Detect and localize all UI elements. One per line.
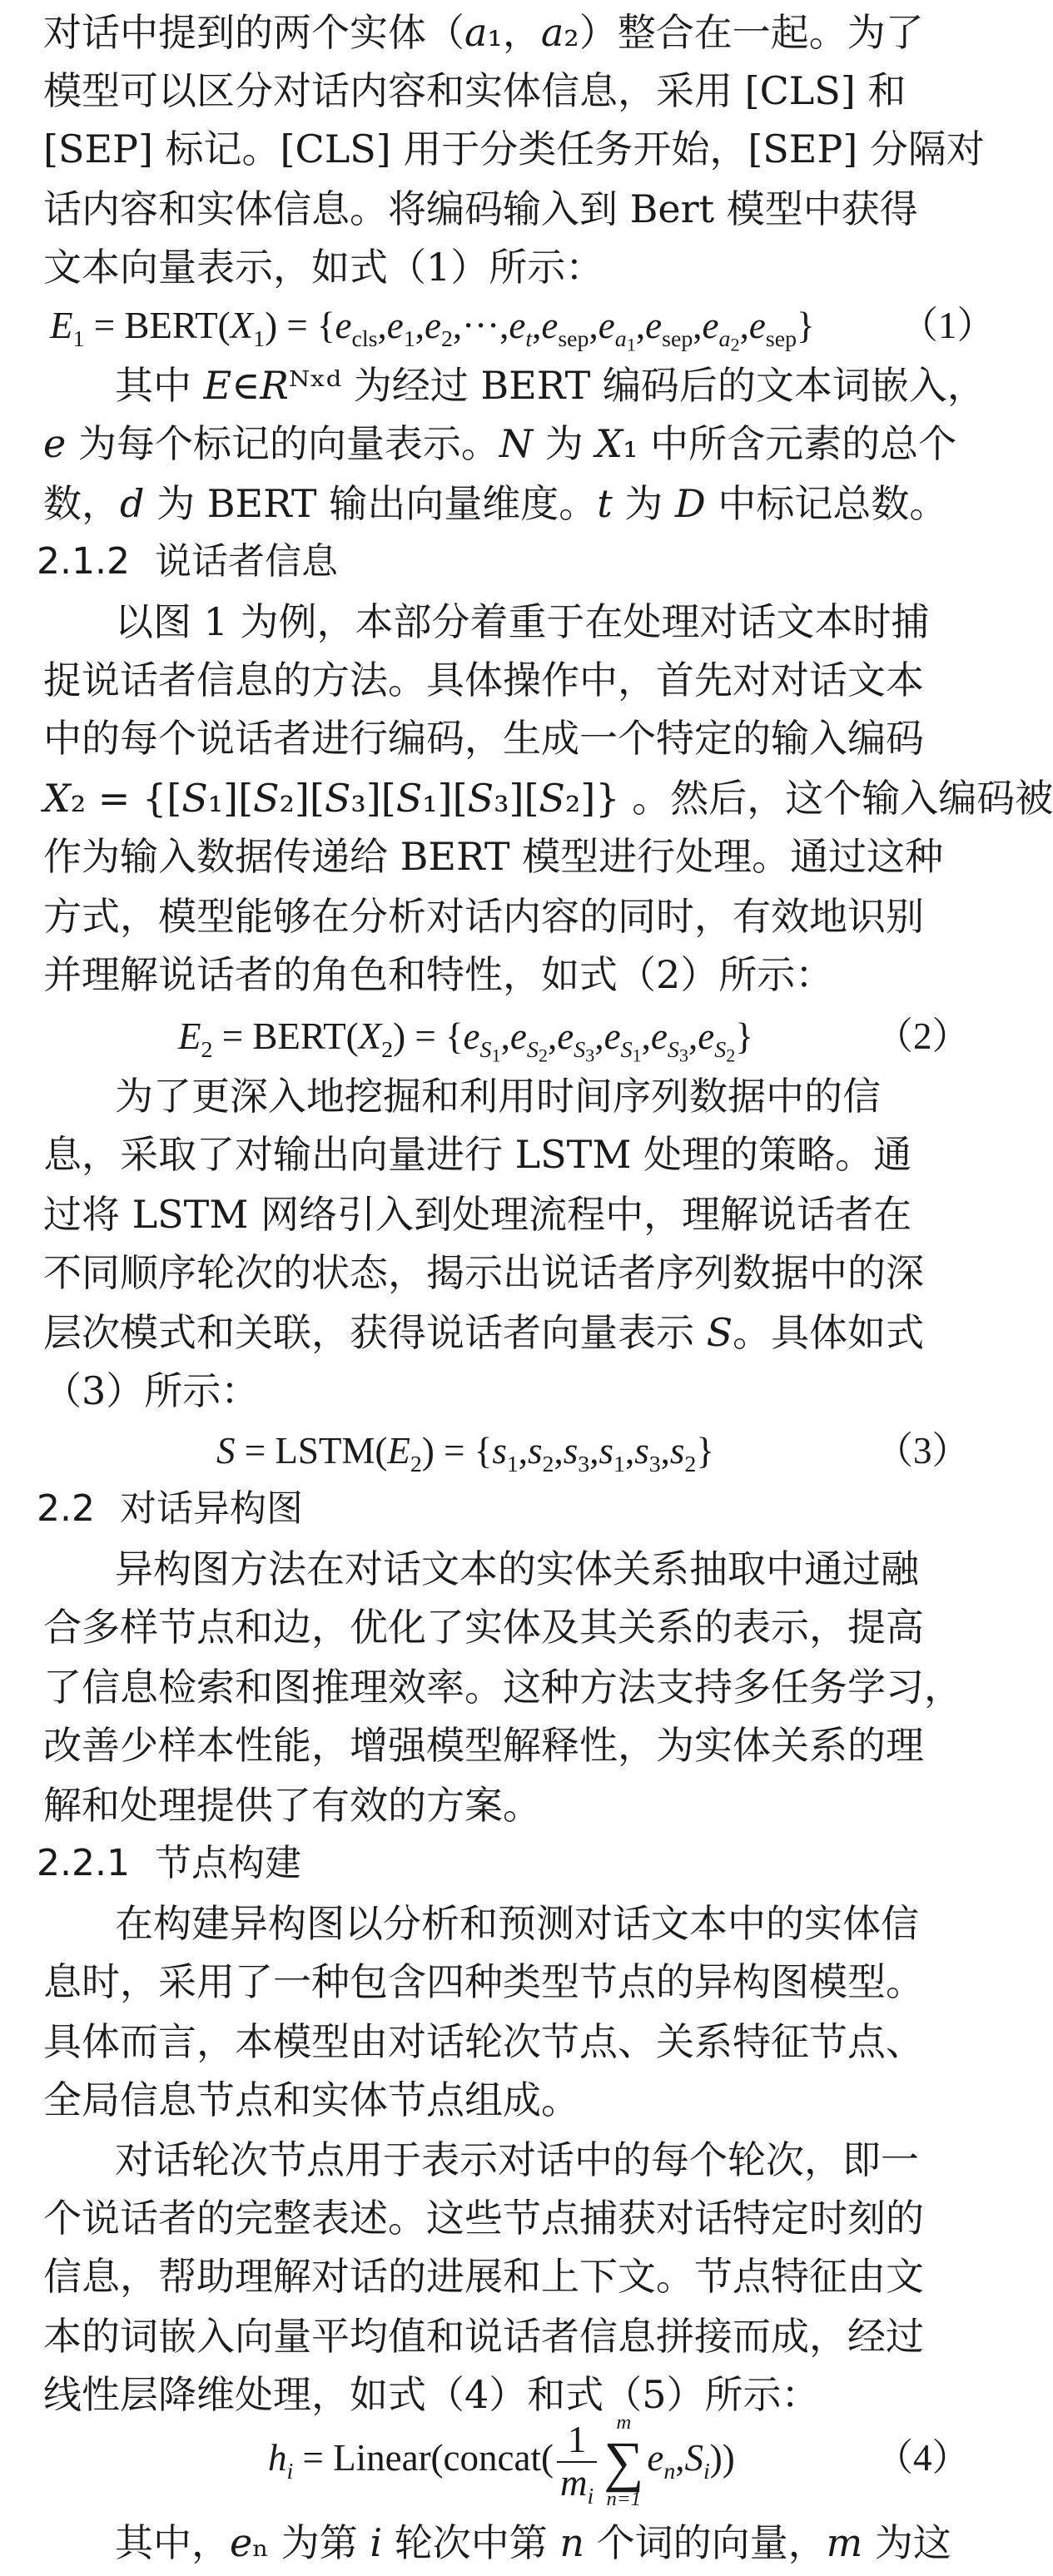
body-line: 数，𝑑 为 BERT 输出向量维度。𝑡 为 𝐷 中标记总数。 bbox=[43, 481, 948, 526]
equation-number: （1） bbox=[901, 305, 995, 346]
section-title: 说话者信息 bbox=[154, 540, 338, 583]
body-line: 息，采取了对输出向量进行 LSTM 处理的策略。通 bbox=[43, 1132, 912, 1177]
equation-1 bbox=[43, 293, 995, 358]
body-line: 对话轮次节点用于表示对话中的每个轮次，即一 bbox=[115, 2137, 919, 2182]
body-line: 线性层降维处理，如式（4）和式（5）所示： bbox=[43, 2372, 820, 2417]
body-line: 作为输入数据传递给 BERT 模型进行处理。通过这种 bbox=[43, 834, 944, 879]
body-line: 在构建异构图以分析和预测对话文本中的实体信 bbox=[115, 1901, 919, 1946]
body-line: 息时，采用了一种包含四种类型节点的异构图模型。 bbox=[43, 1959, 924, 2004]
section-heading bbox=[37, 1831, 936, 1896]
section-number: 2.1.2 bbox=[37, 540, 130, 583]
body-line: 为了更深入地挖掘和利用时间序列数据中的信 bbox=[115, 1074, 881, 1119]
section-number: 2.2.1 bbox=[37, 1842, 130, 1884]
equation-3 bbox=[43, 1418, 970, 1483]
equation-number: （4） bbox=[876, 2437, 970, 2479]
equation-number: （2） bbox=[876, 1015, 970, 1057]
equation-2-body: $E_2$ = $BERT(X_2) = \{e_{S_1},e_{S_2},e_{S_3},e_{S_1},e_{S_3},e_{S_2}\}$ bbox=[178, 1015, 753, 1066]
body-line: 了信息检索和图推理效率。这种方法支持多任务学习， bbox=[43, 1665, 962, 1710]
equation-3-body: $S = LSTM(E_2) = \{s_1,s_2,s_3,s_1,s_3,s_2\}$ bbox=[216, 1430, 714, 1477]
body-line: 个说话者的完整表述。这些节点捕获对话特定时刻的 bbox=[43, 2196, 924, 2241]
body-line: 中的每个说话者进行编码，生成一个特定的输入编码 bbox=[43, 716, 924, 761]
body-line: 话内容和实体信息。将编码输入到 Bert 模型中获得 bbox=[43, 186, 918, 231]
body-line: （3）所示： bbox=[43, 1368, 260, 1413]
body-line: 𝑒 为每个标记的向量表示。𝑁 为 𝑋₁ 中所含元素的总个 bbox=[43, 421, 957, 466]
body-line: 异构图方法在对话文本的实体关系抽取中通过融 bbox=[115, 1546, 919, 1591]
equation-4-body: $h_i$ = Linear(concat( $\frac{1}{m_i}$ m ∑ n=1 $e_n,S_i$)) bbox=[268, 2411, 735, 2511]
body-line: 其中 𝐸∈𝑅ᴺˣᵈ 为经过 BERT 编码后的文本词嵌入， bbox=[115, 363, 986, 408]
equation-number: （3） bbox=[876, 1430, 970, 1472]
body-line: 文本向量表示，如式（1）所示： bbox=[43, 245, 604, 290]
body-line: 不同顺序轮次的状态，揭示出说话者序列数据中的深 bbox=[43, 1250, 924, 1295]
equation-1-body: $E_1$ = $BERT(X_1) = \{e_{cls},e_1,e_2,\cdot\cdot\cdot,e_t,e_{sep},e_{a_1},e_{sep},e_{a_2},e_{sep}\}$ bbox=[50, 305, 815, 355]
body-line: 对话中提到的两个实体（𝑎₁，𝑎₂）整合在一起。为了 bbox=[43, 10, 924, 55]
section-title: 节点构建 bbox=[154, 1842, 301, 1884]
section-number: 2.2 bbox=[37, 1487, 95, 1530]
equation-4 bbox=[43, 2395, 970, 2520]
body-line: 信息，帮助理解对话的进展和上下文。节点特征由文 bbox=[43, 2254, 924, 2299]
section-heading bbox=[37, 1477, 936, 1541]
body-line: 𝑋₂ = {[𝑆₁][𝑆₂][𝑆₃][𝑆₁][𝑆₃][𝑆₂]} 。然后，这个输入编码被 bbox=[43, 776, 1053, 821]
body-line: 本的词嵌入向量平均值和说话者信息拼接而成，经过 bbox=[43, 2314, 924, 2359]
body-line: 捉说话者信息的方法。具体操作中，首先对对话文本 bbox=[43, 658, 924, 702]
fraction: $\frac{1}{m_i}$ bbox=[557, 2420, 597, 2504]
section-title: 对话异构图 bbox=[119, 1487, 303, 1530]
body-line: 解和处理提供了有效的方案。 bbox=[43, 1783, 541, 1828]
body-line: 改善少样本性能，增强模型解释性，为实体关系的理 bbox=[43, 1723, 924, 1768]
body-line: 方式，模型能够在分析对话内容的同时，有效地识别 bbox=[43, 894, 924, 939]
summation: m ∑ n=1 bbox=[603, 2411, 644, 2511]
section-heading bbox=[37, 529, 936, 594]
body-line: 并理解说话者的角色和特性，如式（2）所示： bbox=[43, 952, 834, 997]
body-line: 具体而言，本模型由对话轮次节点、关系特征节点、 bbox=[43, 2019, 924, 2064]
body-line: 模型可以区分对话内容和实体信息，采用 [CLS] 和 bbox=[43, 68, 906, 113]
body-line: 以图 1 为例，本部分着重于在处理对话文本时捕 bbox=[115, 599, 930, 644]
body-line: 其中，𝑒ₙ 为第 𝑖 轮次中第 𝑛 个词的向量，𝑚 为这 bbox=[115, 2520, 951, 2565]
body-line: 合多样节点和边，优化了实体及其关系的表示，提高 bbox=[43, 1605, 924, 1650]
body-line: [SEP] 标记。[CLS] 用于分类任务开始，[SEP] 分隔对 bbox=[43, 127, 985, 171]
body-line: 过将 LSTM 网络引入到处理流程中，理解说话者在 bbox=[43, 1192, 912, 1237]
body-line: 层次模式和关联，获得说话者向量表示 𝑆。具体如式 bbox=[43, 1310, 925, 1355]
equation-2 bbox=[43, 1004, 970, 1069]
body-line: 全局信息节点和实体节点组成。 bbox=[43, 2077, 579, 2122]
